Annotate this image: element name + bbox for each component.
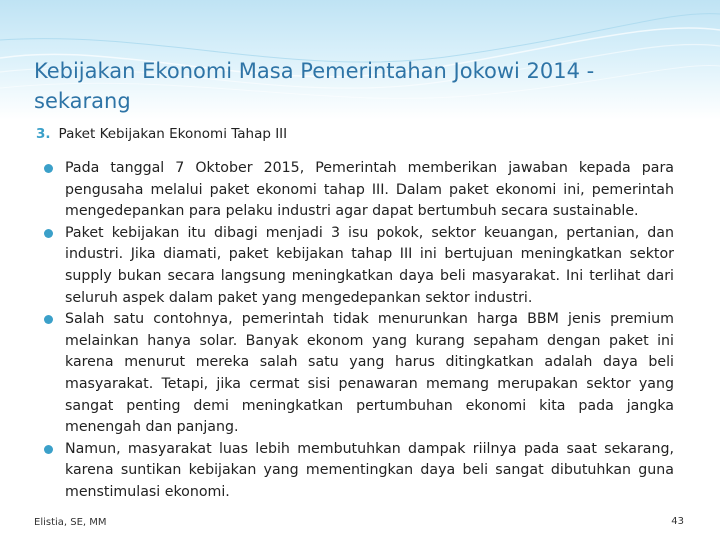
bullet-text: Paket kebijakan itu dibagi menjadi 3 isu pokok, sektor keuangan, pertanian, dan industri. Jika diamati, paket kebijakan tahap III ini bertujuan meningkatkan sektor supply bukan secara langsung meningkatkan daya beli masyarakat. Ini terlihat dari seluruh aspek dalam paket yang mengedepankan sektor industri. xyxy=(65,224,674,306)
footer-author: Elistia, SE, MM xyxy=(34,517,107,528)
bullet-dot-icon xyxy=(44,445,53,454)
bullet-dot-icon xyxy=(44,315,53,324)
section-heading xyxy=(36,126,287,142)
bullet-text: Namun, masyarakat luas lebih membutuhkan dampak riilnya pada saat sekarang, karena suntikan kebijakan yang mementingkan daya beli sangat dibutuhkan guna menstimulasi ekonomi. xyxy=(65,440,674,500)
bullet-item xyxy=(44,439,674,504)
bullet-item xyxy=(44,309,674,439)
bullet-dot-icon xyxy=(44,229,53,238)
bullet-item xyxy=(44,223,674,309)
page-number: 43 xyxy=(671,516,684,527)
section-number: 3. xyxy=(36,126,51,142)
bullet-list xyxy=(44,158,674,504)
bullet-text: Salah satu contohnya, pemerintah tidak menurunkan harga BBM jenis premium melainkan hanya solar. Banyak ekonom yang kurang sepaham dengan paket ini karena menurut mereka salah satu yang harus ditingkatkan adalah daya beli masyarakat. Tetapi, jika cermat sisi penawaran memang merupakan sektor yang sangat penting demi meningkatkan pertumbuhan ekonomi kita pada jangka menengah dan panjang. xyxy=(65,311,674,436)
bullet-item xyxy=(44,158,674,223)
bullet-text: Pada tanggal 7 Oktober 2015, Pemerintah memberikan jawaban kepada para pengusaha melalui paket ekonomi tahap III. Dalam paket ekonomi ini, pemerintah mengedepankan para pelaku industri agar dapat bertumbuh secara sustainable. xyxy=(65,160,674,220)
section-heading-text: Paket Kebijakan Ekonomi Tahap III xyxy=(58,126,288,142)
slide-title: Kebijakan Ekonomi Masa Pemerintahan Jokowi 2014 - sekarang xyxy=(34,59,595,113)
bullet-dot-icon xyxy=(44,164,53,173)
